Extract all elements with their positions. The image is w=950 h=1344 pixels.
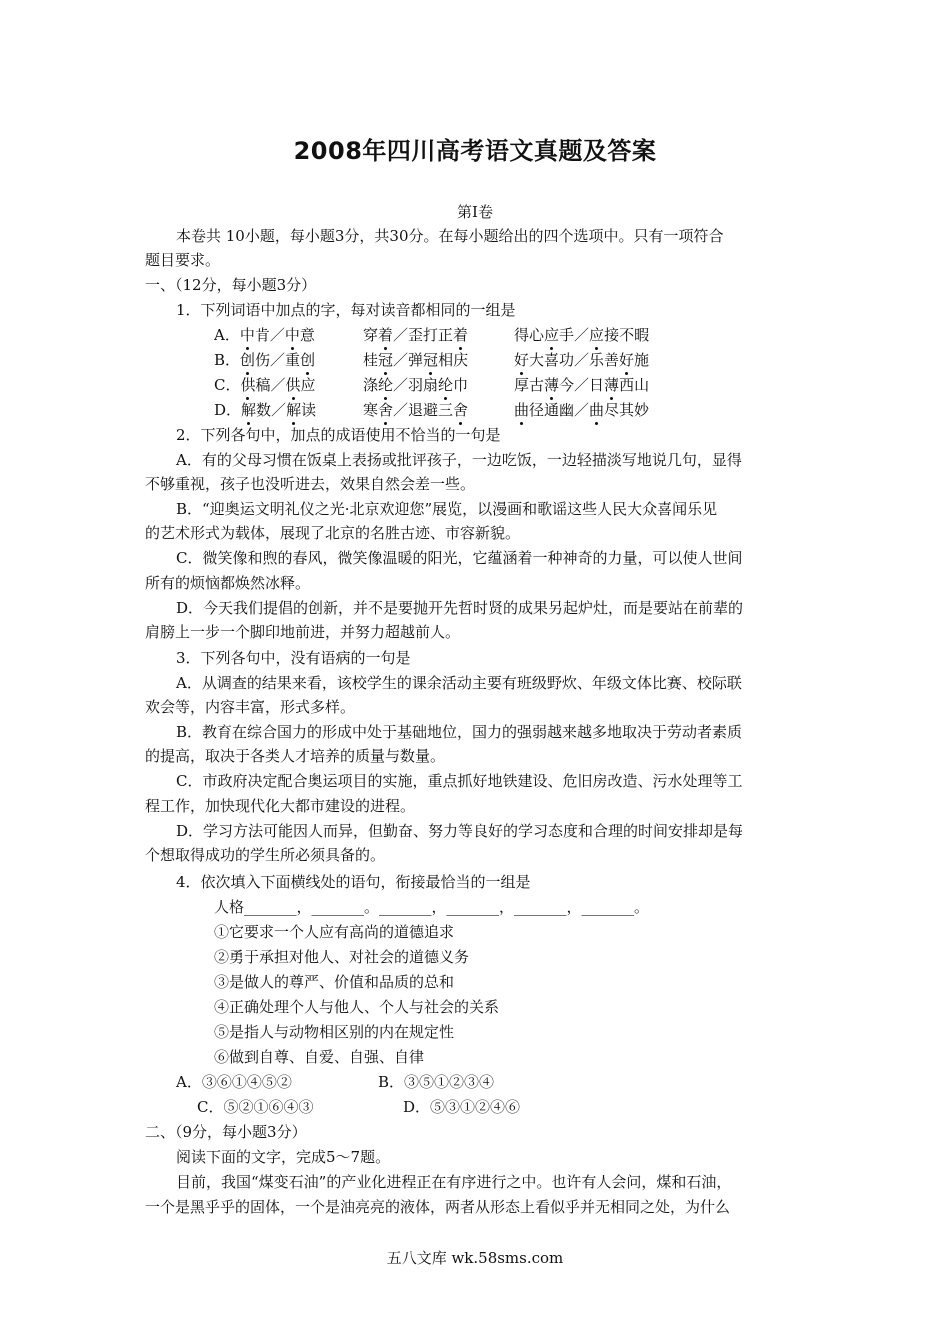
reading-line: 一个是黑乎乎的固体，一个是油亮亮的液体，两者从形态上看似乎并无相同之处，为什么 xyxy=(145,1198,731,1216)
q2-line: 的艺术形式为载体，展现了北京的名胜古迹、市容新貌。 xyxy=(145,524,521,542)
q1-option-b-c: 好大喜功／乐善好施 xyxy=(514,351,650,369)
q3-line: 欢会等，内容丰富，形式多样。 xyxy=(145,698,356,716)
q4-option-c: C．⑤②①⑥④③ xyxy=(197,1098,314,1116)
dotted-char: 冠 xyxy=(378,351,394,369)
question-3-stem: 3．下列各句中，没有语病的一句是 xyxy=(176,649,411,667)
q2-line: 肩膀上一步一个脚印地前进，并努力超越前人。 xyxy=(145,623,461,641)
q1-option-c-c: 厚古薄今／日薄西山 xyxy=(514,376,650,394)
question-1-stem: 1．下列词语中加点的字，每对读音都相同的一组是 xyxy=(176,301,516,319)
q1-option-c-b: 涤纶／羽扇纶巾 xyxy=(363,376,469,394)
q3-line: 的提高，取决于各类人才培养的质量与数量。 xyxy=(145,747,446,765)
dotted-char: 中 xyxy=(284,326,300,344)
intro-line-1: 本卷共 10小题，每小题3分，共30分。在每小题给出的四个选项中。只有一项符合 xyxy=(176,227,724,245)
dotted-char: 薄 xyxy=(544,376,560,394)
q4-blank-line: 人格_______，_______。_______，_______，_______，_______。 xyxy=(214,898,650,916)
option-label: A． xyxy=(214,326,240,344)
dotted-char: 供 xyxy=(285,376,301,394)
q3-line: A．从调查的结果来看，该校学生的课余活动主要有班级野炊、年级文体比赛、校际联 xyxy=(176,674,742,692)
dotted-char: 创 xyxy=(300,351,316,369)
q3-line: 程工作，加快现代化大都市建设的进程。 xyxy=(145,797,416,815)
page-title: 2008年四川高考语文真题及答案 xyxy=(293,137,657,165)
q4-item: ④正确处理个人与他人、个人与社会的关系 xyxy=(214,998,500,1016)
dotted-char: 着 xyxy=(378,326,394,344)
q2-line: 所有的烦恼都焕然冰释。 xyxy=(145,574,311,592)
q1-option-b-b: 桂冠／弹冠相庆 xyxy=(363,351,469,369)
dotted-char: 创 xyxy=(240,351,256,369)
dotted-char: 供 xyxy=(240,376,256,394)
dotted-char: 舍 xyxy=(378,401,394,419)
dotted-char: 好 xyxy=(514,351,530,369)
dotted-char: 舍 xyxy=(453,401,469,419)
q2-line: 不够重视，孩子也没听进去，效果自然会差一些。 xyxy=(145,475,476,493)
q4-item: ②勇于承担对他人、对社会的道德义务 xyxy=(214,948,470,966)
dotted-char: 中 xyxy=(239,326,255,344)
q2-line: A．有的父母习惯在饭桌上表扬或批评孩子，一边吃饭，一边轻描淡写地说几句，显得 xyxy=(176,451,742,469)
q3-line: 个想取得成功的学生所必须具备的。 xyxy=(145,846,386,864)
q4-item: ①它要求一个人应有高尚的道德追求 xyxy=(214,923,455,941)
q2-line: B．“迎奥运文明礼仪之光·北京欢迎您”展览，以漫画和歌谣这些人民大众喜闻乐见 xyxy=(176,500,718,518)
q3-line: C．市政府决定配合奥运项目的实施，重点抓好地铁建设、危旧房改造、污水处理等工 xyxy=(176,772,743,790)
question-2-stem: 2．下列各句中，加点的成语使用不恰当的一句是 xyxy=(176,426,501,444)
q4-item: ③是做人的尊严、价值和品质的总和 xyxy=(214,973,455,991)
q4-item: ⑤是指人与动物相区别的内在规定性 xyxy=(214,1023,455,1041)
dotted-char: 纶 xyxy=(438,376,454,394)
dotted-char: 解 xyxy=(241,401,257,419)
q1-option-c: C．供稿／供应 xyxy=(214,376,316,394)
dotted-char: 应 xyxy=(544,326,560,344)
q2-line: C．微笑像和煦的春风，微笑像温暖的阳光，它蕴涵着一种神奇的力量，可以使人世间 xyxy=(176,549,743,567)
dotted-char: 冠 xyxy=(423,351,439,369)
dotted-char: 曲 xyxy=(589,401,605,419)
footer-watermark: 五八文库 wk.58sms.com xyxy=(386,1249,564,1267)
q1-option-d-c: 曲径通幽／曲尽其妙 xyxy=(514,401,650,419)
q4-option-a: A．③⑥①④⑤② xyxy=(176,1073,292,1091)
q1-option-a-b: 穿着／歪打正着 xyxy=(363,326,469,344)
question-4-stem: 4．依次填入下面横线处的语句，衔接最恰当的一组是 xyxy=(176,873,531,891)
q1-option-a-c: 得心应手／应接不暇 xyxy=(514,326,650,344)
reading-line: 目前，我国“煤变石油”的产业化进程正在有序进行之中。也许有人会问，煤和石油， xyxy=(176,1173,732,1191)
q1-option-b: B．创伤／重创 xyxy=(214,351,316,369)
q4-option-d: D．⑤③①②④⑥ xyxy=(403,1098,521,1116)
q1-option-a: A．中肯／中意 xyxy=(214,326,315,344)
section-2-heading: 二、（9分，每小题3分） xyxy=(145,1123,307,1141)
q4-option-b: B．③⑤①②③④ xyxy=(378,1073,495,1091)
reading-instruction: 阅读下面的文字，完成5～7题。 xyxy=(176,1148,391,1166)
dotted-char: 解 xyxy=(286,401,302,419)
q4-item: ⑥做到自尊、自爱、自强、自律 xyxy=(214,1048,425,1066)
q1-option-d: D．解数／解读 xyxy=(214,401,317,419)
q3-line: B．教育在综合国力的形成中处于基础地位，国力的强弱越来越多地取决于劳动者素质 xyxy=(176,723,743,741)
dotted-char: 薄 xyxy=(604,376,620,394)
section-1-heading: 一、（12分，每小题3分） xyxy=(145,276,317,294)
dotted-char: 着 xyxy=(453,326,469,344)
intro-line-2: 题目要求。 xyxy=(145,251,221,269)
dotted-char: 好 xyxy=(619,351,635,369)
dotted-char: 曲 xyxy=(514,401,530,419)
dotted-char: 应 xyxy=(589,326,605,344)
q3-line: D．学习方法可能因人而异，但勤奋、努力等良好的学习态度和合理的时间安排却是每 xyxy=(176,822,744,840)
q1-option-d-b: 寒舍／退避三舍 xyxy=(363,401,469,419)
dotted-char: 纶 xyxy=(378,376,394,394)
q2-line: D．今天我们提倡的创新，并不是要抛开先哲时贤的成果另起炉灶，而是要站在前辈的 xyxy=(176,599,744,617)
volume-heading: 第Ⅰ卷 xyxy=(457,203,493,221)
